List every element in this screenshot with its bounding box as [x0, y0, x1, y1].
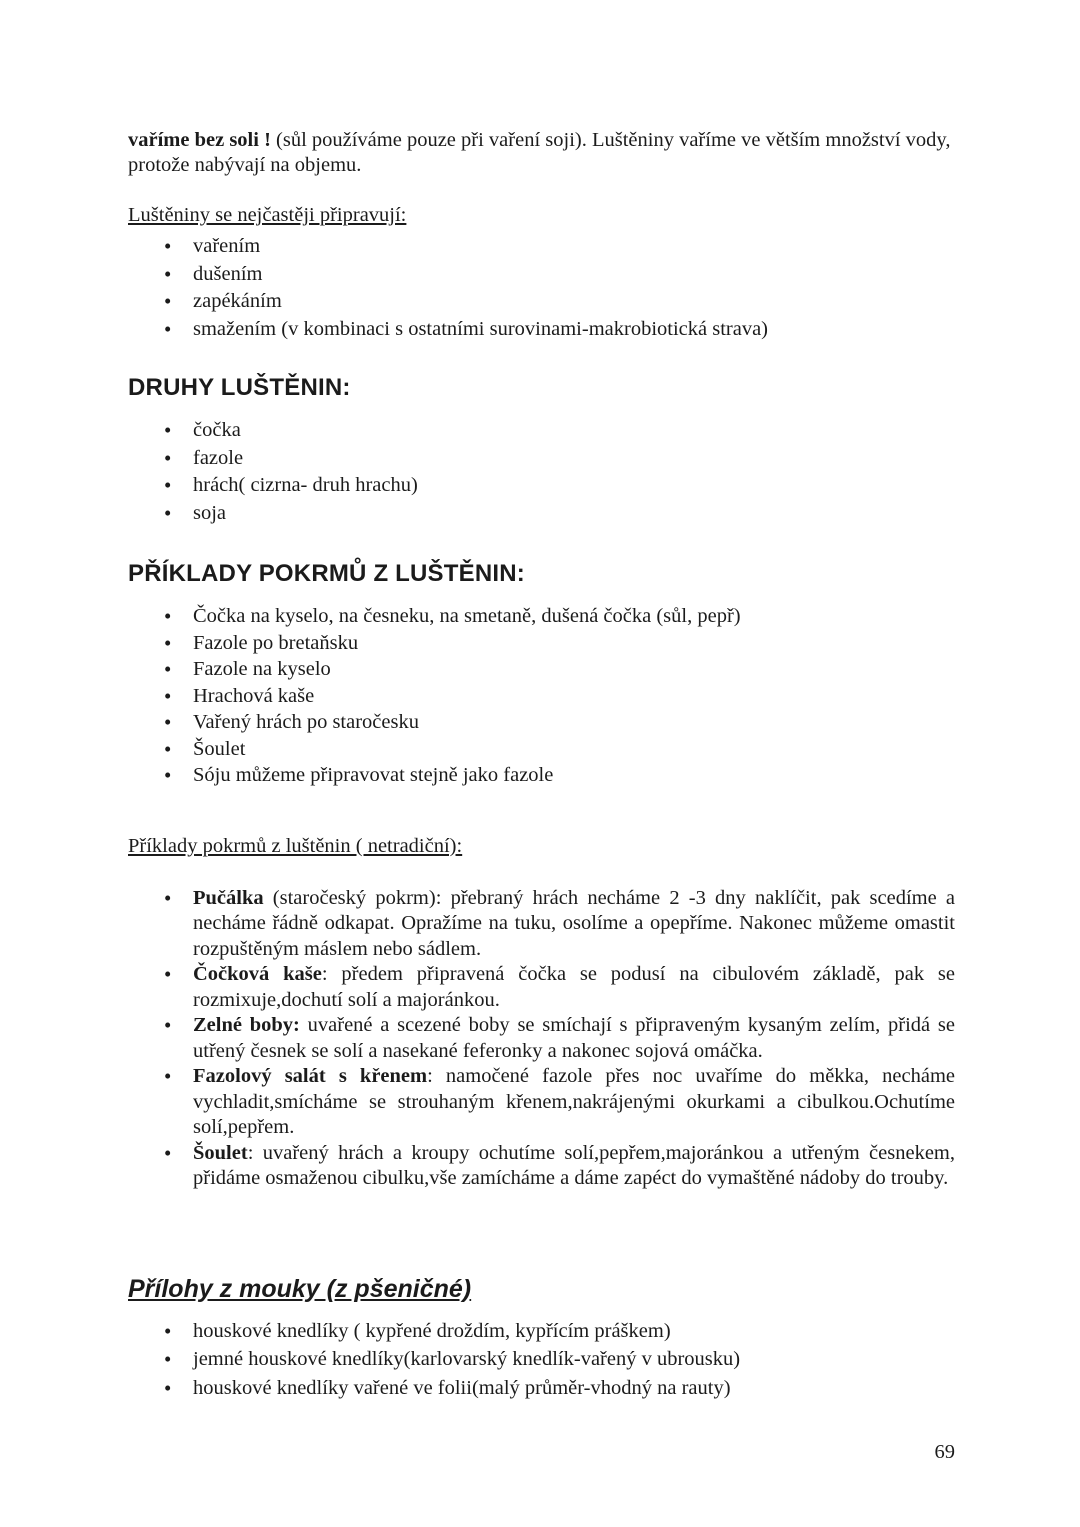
list-item [193, 1013, 955, 1064]
list-item: • houskové knedlíky vařené ve folii(malý průměr-vhodný na rauty) [193, 1374, 955, 1403]
list-item: • smažením (v kombinaci s ostatními surovinami-makrobiotická strava) [193, 316, 955, 344]
netradicni-list [128, 886, 955, 1192]
list-item [193, 1141, 955, 1192]
item-text: (staročeský pokrm): přebraný hrách necháme 2 -3 dny naklíčit, pak scedíme a necháme řádně odkapat. Opražíme na tuku, osolíme a opepříme. Nakonec můžeme omastit rozpuštěným máslem nebo sádlem. [193, 886, 955, 960]
list-item: • fazole [193, 445, 955, 473]
prilohy-list [128, 1317, 955, 1403]
item-lead: Pučálka [193, 886, 264, 909]
list-item: • Čočka na kyselo, na česneku, na smetaně, dušená čočka (sůl, pepř) [193, 603, 955, 630]
item-text: : uvařený hrách a kroupy ochutíme solí,pepřem,majoránkou a utřeným česnekem, přidáme osmaženou cibulku,vše zamícháme a dáme zapéct do vymaštěné nádoby do trouby. [193, 1141, 955, 1189]
item-lead: Fazolový salát s křenem [193, 1065, 428, 1087]
list-item: • zapékáním [193, 288, 955, 316]
druhy-lustenin-list [128, 417, 955, 527]
prep-methods-list [128, 233, 955, 343]
list-item [193, 1064, 955, 1141]
list-item: • čočka [193, 417, 955, 445]
item-lead: Čočková kaše [193, 963, 322, 985]
item-text: uvařené a scezené boby se smíchají s připraveným kysaným zelím, přidá se utřený česnek se solí a nasekané feferonky a nakonec sojová omáčka. [193, 1014, 955, 1062]
prep-methods-heading: Luštěniny se nejčastěji připravují: [128, 204, 407, 226]
list-item: • Šoulet [193, 736, 955, 763]
priklady-pokrmu-heading: PŘÍKLADY POKRMŮ Z LUŠTĚNIN: [128, 560, 525, 587]
list-item: • Fazole na kyselo [193, 656, 955, 683]
item-lead: Zelné boby: [193, 1014, 300, 1036]
list-item: • Vařený hrách po staročesku [193, 709, 955, 736]
list-item: • jemné houskové knedlíky(karlovarský knedlík-vařený v ubrousku) [193, 1345, 955, 1374]
druhy-lustenin-heading: DRUHY LUŠTĚNIN: [128, 374, 351, 401]
list-item: • vařením [193, 233, 955, 261]
list-item: • Fazole po bretaňsku [193, 630, 955, 657]
item-text: : předem připravená čočka se podusí na cibulovém základě, pak se rozmixuje,dochutí solí a majoránkou. [193, 963, 955, 1011]
intro-bold-lead: vaříme bez soli ! [128, 129, 271, 151]
list-item: • dušením [193, 261, 955, 289]
netradicni-heading: Příklady pokrmů z luštěnin ( netradiční): [128, 834, 463, 857]
list-item [193, 962, 955, 1013]
item-text: : namočené fazole přes noc uvaříme do měkka, necháme vychladit,smícháme se strouhaným křenem,nakrájenými okurkami a cibulkou.Ochutíme solí,pepřem. [193, 1065, 955, 1138]
item-lead: Šoulet [193, 1141, 248, 1164]
priklady-pokrmu-list [128, 603, 955, 789]
list-item: • hrách( cizrna- druh hrachu) [193, 472, 955, 500]
list-item: • Sóju můžeme připravovat stejně jako fazole [193, 762, 955, 789]
list-item [193, 886, 955, 963]
list-item: • Hrachová kaše [193, 683, 955, 710]
intro-paragraph [128, 128, 955, 178]
page-number: 69 [934, 1441, 955, 1463]
list-item: • houskové knedlíky ( kypřené droždím, kypřícím práškem) [193, 1317, 955, 1346]
prilohy-z-mouky-heading: Přílohy z mouky (z pšeničné) [128, 1274, 472, 1303]
list-item: • soja [193, 500, 955, 528]
intro-text: (sůl používáme pouze při vaření soji). Luštěniny vaříme ve větším množství vody, protože nabývají na objemu. [128, 129, 951, 176]
